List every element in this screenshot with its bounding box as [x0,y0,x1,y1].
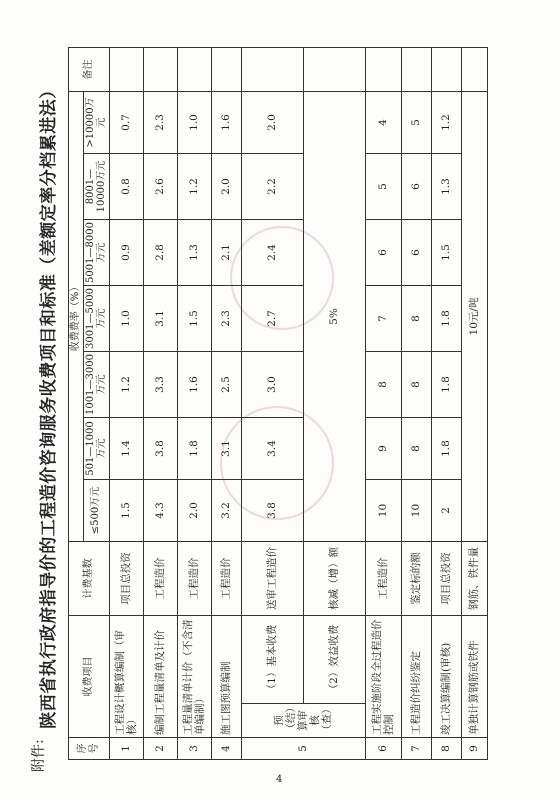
table-row [431,47,461,759]
tier-header: 5001—8000万元 [83,220,109,286]
rate-cell: 1.0 [177,91,211,153]
row-seq: 6 [365,738,401,760]
header-row-1 [69,47,84,759]
table-row [461,47,487,759]
tier-header: 8001—10000万元 [83,154,109,220]
row-item: 单独计算钢筋或铁件 [461,616,487,738]
rate-cell: 0.9 [109,220,143,286]
row-basis: 鉴定标的额 [401,542,431,616]
row-basis: 核减（增）额 [303,542,365,616]
rate-cell: 0.8 [109,154,143,220]
row-seq: 7 [401,738,431,760]
rate-cell: 2.1 [211,220,241,286]
rate-cell: 4 [365,91,401,153]
rate-cell: 7 [365,286,401,352]
page-number: 4 [276,774,283,785]
table-row [401,47,431,759]
rate-cell: 2.8 [143,220,177,286]
rate-cell: 3.1 [211,418,241,480]
note-cell [211,47,241,91]
rate-cell: 1.4 [109,418,143,480]
row-item: 编制工程量清单及计价 [143,616,177,738]
row-seq: 8 [431,738,461,760]
fee-table [68,47,488,760]
rate-cell: 1.6 [211,91,241,153]
row-group: 预（结）算审核（查） [241,704,365,738]
row-basis: 项目总投资 [109,542,143,616]
row-item: 工程设计概算编制（审核） [109,616,143,738]
tier-header: 1001—3000万元 [83,352,109,418]
rate-cell: 6 [401,220,431,286]
note-cell [401,47,431,91]
rate-cell: 2.2 [241,154,303,220]
rate-cell: 5 [365,154,401,220]
rate-cell: 3.8 [241,480,303,542]
rate-cell: 6 [365,220,401,286]
tier-header: >10000万元 [83,91,109,153]
tier-header: 501—1000万元 [83,418,109,480]
rate-cell: 10 [401,480,431,542]
rate-cell: 3.4 [241,418,303,480]
row-basis: 送审工程造价 [241,542,303,616]
rate-cell: 1.3 [431,154,461,220]
rate-cell: 6 [401,154,431,220]
col-header-basis: 计费基数 [69,542,110,616]
note-cell [241,47,303,91]
rate-cell: 1.2 [109,352,143,418]
col-header-note: 备注 [69,47,110,91]
rate-cell: 2.3 [211,286,241,352]
table-row [109,47,143,759]
row-item: 工程实施阶段全过程造价控制 [365,616,401,738]
row-basis: 工程造价 [365,542,401,616]
table-row [211,47,241,759]
rate-cell: 1.8 [177,418,211,480]
col-header-item: 收费项目 [69,616,110,738]
rate-cell: 1.8 [431,418,461,480]
rate-cell: 1.5 [431,220,461,286]
row-basis: 项目总投资 [431,542,461,616]
rate-cell: 3.0 [241,352,303,418]
note-cell [365,47,401,91]
rate-cell: 2.3 [143,91,177,153]
rate-cell: 4.3 [143,480,177,542]
rate-cell: 2.4 [241,220,303,286]
row-seq: 2 [143,738,177,760]
row-item: 竣工决算编制(审核) [431,616,461,738]
document-title: 陕西省执行政府指导价的工程造价咨询服务收费项目和标准（差额定率分档累进法） [39,81,59,729]
row-basis: 工程造价 [177,542,211,616]
rate-cell: 1.8 [431,286,461,352]
rate-cell: 2.0 [241,91,303,153]
table-row [143,47,177,759]
row-seq: 4 [211,738,241,760]
rate-cell-merged: 5% [303,91,365,541]
note-cell [177,47,211,91]
note-cell [461,47,487,91]
row-item: 工程量清单计价（不含清单编制） [177,616,211,738]
rate-cell: 3.1 [143,286,177,352]
note-cell [143,47,177,91]
rate-cell: 8 [401,418,431,480]
rate-cell: 2.0 [211,154,241,220]
row-basis: 工程造价 [211,542,241,616]
note-cell [431,47,461,91]
rate-cell: 1.8 [431,352,461,418]
rate-cell: 2.0 [177,480,211,542]
rate-cell: 2.6 [143,154,177,220]
row-seq: 3 [177,738,211,760]
note-cell [109,47,143,91]
rate-cell: 9 [365,418,401,480]
rate-cell: 1.3 [177,220,211,286]
rate-cell: 1.2 [431,91,461,153]
table-row [241,47,303,759]
rate-cell: 5 [401,91,431,153]
row-seq: 5 [241,738,365,760]
annex-label: 附件: [31,739,47,772]
row-item: 施工图预算编制 [211,616,241,738]
rate-cell: 3.2 [211,480,241,542]
tier-header: 3001—5000万元 [83,286,109,352]
note-cell [303,47,365,91]
row-seq: 9 [461,738,487,760]
row-subitem: （1）基本收费 [241,616,303,704]
row-basis: 钢筋、铁件量 [461,542,487,616]
row-item: 工程造价纠纷鉴定 [401,616,431,738]
rate-cell: 8 [401,286,431,352]
rate-cell: 1.6 [177,352,211,418]
rate-cell: 10 [365,480,401,542]
rate-cell: 0.7 [109,91,143,153]
table-row [177,47,211,759]
rate-cell: 3.8 [143,418,177,480]
col-header-seq: 序号 [69,738,110,760]
rate-cell: 1.5 [177,286,211,352]
tier-header: ≤500万元 [83,480,109,542]
rotated-content [30,40,510,770]
table-row [303,47,365,759]
col-header-rate-group: 收费费率（%） [69,91,84,541]
rate-cell-merged: 10元/吨 [461,91,487,541]
rate-cell: 1.0 [109,286,143,352]
rate-cell: 1.2 [177,154,211,220]
row-seq: 1 [109,738,143,760]
row-subitem: （2）效益收费 [303,616,365,704]
table-row [365,47,401,759]
rate-cell: 2 [431,480,461,542]
rate-cell: 8 [401,352,431,418]
rate-cell: 2.7 [241,286,303,352]
rate-cell: 2.5 [211,352,241,418]
row-basis: 工程造价 [143,542,177,616]
rate-cell: 3.3 [143,352,177,418]
rate-cell: 1.5 [109,480,143,542]
rate-cell: 8 [365,352,401,418]
